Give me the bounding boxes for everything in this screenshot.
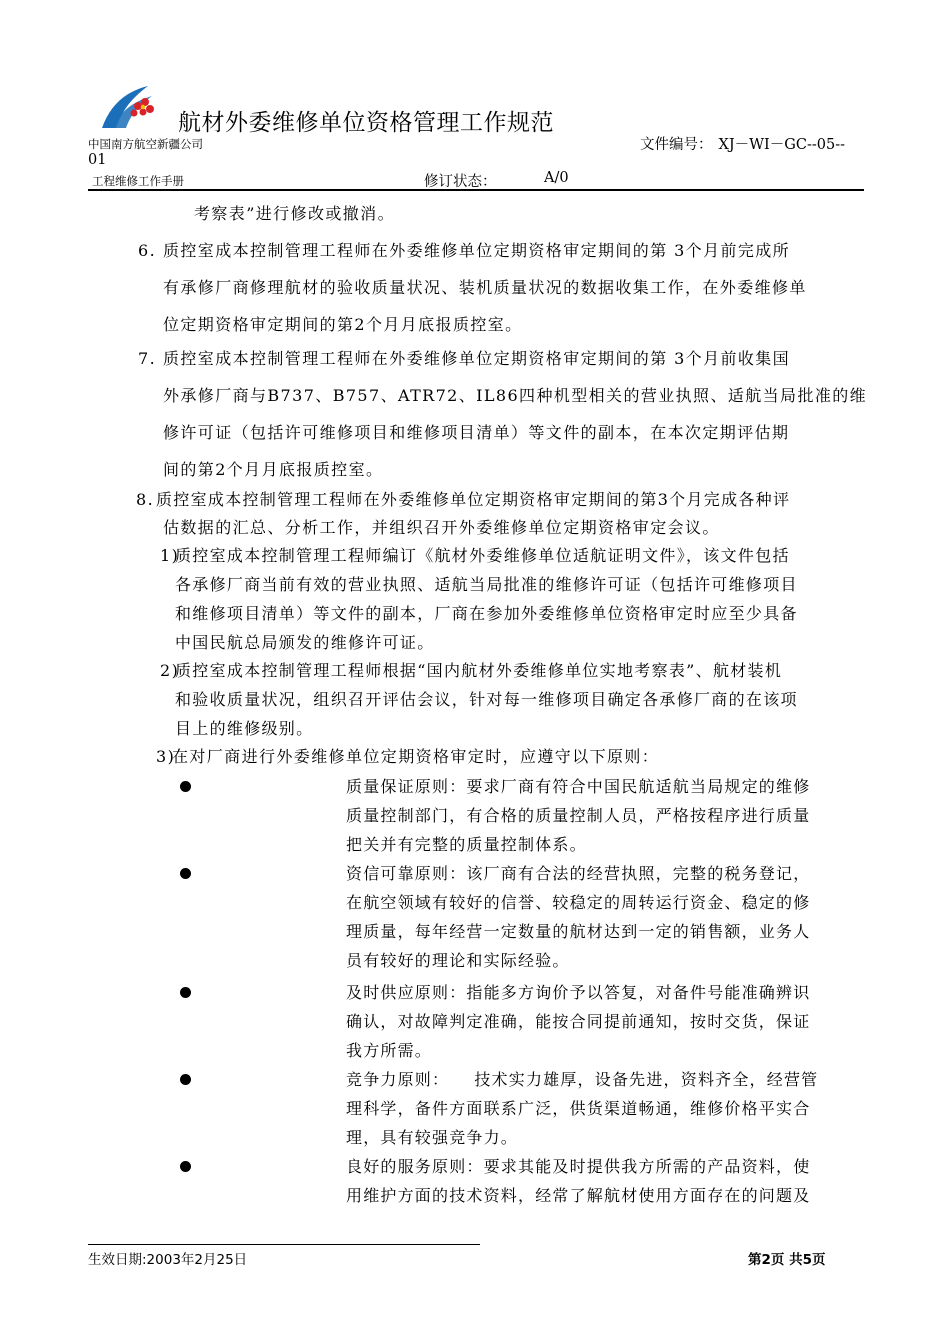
item-6-line: 质控室成本控制管理工程师在外委维修单位定期资格审定期间的第 3个月前完成所 [163,241,791,260]
subitem-1-number: 1) [160,546,180,565]
subitem-1-line: 各承修厂商当前有效的营业执照、适航当局批准的维修许可证（包括许可维修项目 [175,575,798,594]
subitem-3-text: 在对厂商进行外委维修单位定期资格审定时，应遵守以下原则： [172,747,660,766]
principle-line: 用维护方面的技术资料，经常了解航材使用方面存在的问题及 [346,1186,811,1205]
subitem-3-number: 3) [156,747,176,766]
principle-line: 理质量，每年经营一定数量的航材达到一定的销售额，业务人 [346,922,811,941]
principle-line: 良好的服务原则：要求其能及时提供我方所需的产品资料，使 [346,1157,811,1176]
subitem-2-line: 目上的维修级别。 [175,719,314,738]
subitem-2-line: 和验收质量状况，组织召开评估会议，针对每一维修项目确定各承修厂商的在该项 [175,690,798,709]
doc-number-value: XJ－WI－GC--05-- [718,137,845,153]
doc-number [640,133,845,154]
item-7-line: 外承修厂商与B737、B757、ATR72、IL86四种机型相关的营业执照、适航当局批准的维 [163,386,868,405]
principle-line: 质量控制部门，有合格的质量控制人员，严格按程序进行质量 [346,806,811,825]
principle-line: 竞争力原则： 技术实力雄厚，设备先进，资料齐全，经营管 [346,1070,819,1089]
principle-line: 质量保证原则：要求厂商有符合中国民航适航当局规定的维修 [346,777,811,796]
subitem-2-number: 2) [160,661,180,680]
item-6-number: 6. [138,241,157,260]
principle-line: 员有较好的理论和实际经验。 [346,951,570,970]
principle-line: 确认，对故障判定准确，能按合同提前通知，按时交货，保证 [346,1012,811,1031]
subitem-1-line: 质控室成本控制管理工程师编订《航材外委维修单位适航证明文件》，该文件包括 [175,546,790,565]
principle-line: 理科学，备件方面联系广泛，供货渠道畅通，维修价格平实合 [346,1099,811,1118]
principle-line: 理，具有较强竞争力。 [346,1128,519,1147]
principle-line: 我方所需。 [346,1041,433,1060]
effective-date: 生效日期:2003年2月25日 [88,1252,248,1268]
manual-name: 工程维修工作手册 [92,174,184,188]
item-8-line: 估数据的汇总、分析工作，并组织召开外委维修单位定期资格审定会议。 [163,518,720,537]
company-name: 中国南方航空新疆公司 [88,137,203,151]
footer-divider [88,1244,480,1245]
paragraph-line: 考察表”进行修改或撤消。 [194,204,395,223]
bullet-icon [180,1074,191,1085]
item-7-line: 修许可证（包括许可维修项目和维修项目清单）等文件的副本，在本次定期评估期 [163,423,790,442]
subitem-2-line: 质控室成本控制管理工程师根据“国内航材外委维修单位实地考察表”、航材装机 [175,661,783,680]
bullet-icon [180,1161,191,1172]
item-8-line: 质控室成本控制管理工程师在外委维修单位定期资格审定期间的第3个月完成各种评 [156,490,791,509]
item-7-line: 质控室成本控制管理工程师在外委维修单位定期资格审定期间的第 3个月前收集国 [163,349,791,368]
document-title: 航材外委维修单位资格管理工作规范 [178,110,554,136]
principle-line: 资信可靠原则：该厂商有合法的经营执照，完整的税务登记， [346,864,811,883]
doc-number-continued: 01 [88,152,107,168]
principle-line: 在航空领域有较好的信誉、较稳定的周转运行资金、稳定的修 [346,893,811,912]
item-6-line: 位定期资格审定期间的第2个月月底报质控室。 [163,315,523,334]
header-divider [88,189,864,191]
revision-value: A/0 [544,170,569,186]
subitem-1-line: 中国民航总局颁发的维修许可证。 [175,633,435,652]
bullet-icon [180,987,191,998]
subitem-1-line: 和维修项目清单）等文件的副本，厂商在参加外委维修单位资格审定时应至少具备 [175,604,798,623]
revision-label: 修订状态： [424,174,497,190]
bullet-icon [180,868,191,879]
doc-number-label: 文件编号： [640,137,713,153]
item-7-number: 7. [138,349,157,368]
principle-line: 把关并有完整的质量控制体系。 [346,835,587,854]
bullet-icon [180,781,191,792]
principle-line: 及时供应原则：指能多方询价予以答复，对备件号能准确辨识 [346,983,811,1002]
item-6-line: 有承修厂商修理航材的验收质量状况、装机质量状况的数据收集工作，在外委维修单 [163,278,807,297]
item-7-line: 间的第2个月月底报质控室。 [163,460,384,479]
airline-logo [98,82,162,132]
page-number: 第2页 共5页 [748,1252,826,1268]
item-8-number: 8. [136,490,155,509]
